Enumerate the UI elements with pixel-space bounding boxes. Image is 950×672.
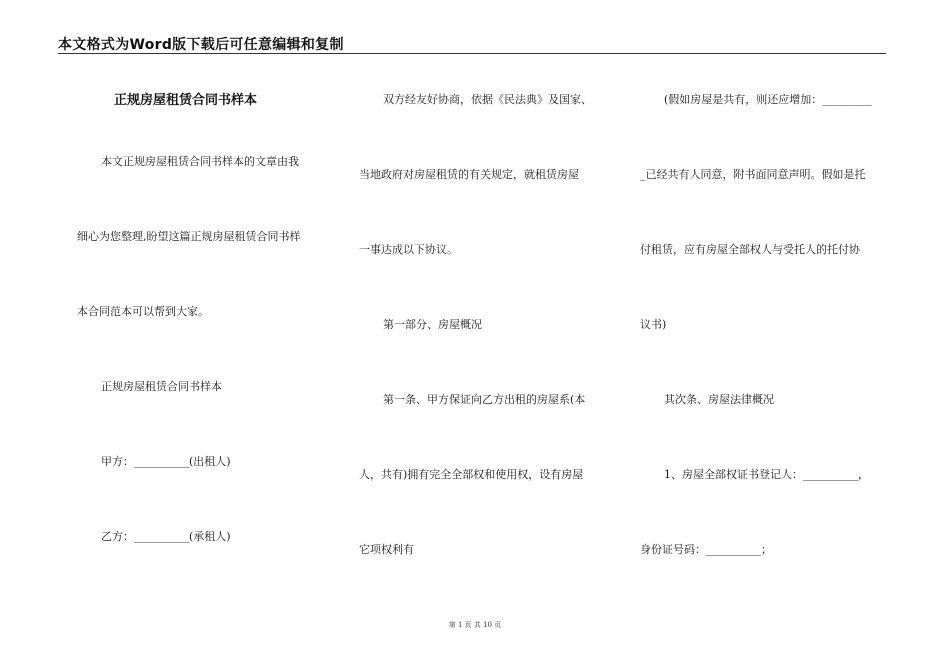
text-line: 第一条、甲方保证向乙方出租的房屋系(本 (383, 393, 586, 406)
text-line: 一事达成以下协议。 (359, 243, 458, 256)
page-number: 第 1 页 共 10 页 (448, 621, 502, 629)
text-line: 本文正规房屋租赁合同书样本的文章由我 (101, 155, 299, 168)
text-line: 细心为您整理,盼望这篇正规房屋租赁合同书样 (77, 230, 301, 243)
id-number-field: 身份证号码：__________； (640, 543, 772, 556)
text-line: _已经共有人同意，附书面同意声明。假如是托 (640, 168, 866, 181)
text-line: 议书) (640, 318, 667, 331)
text-line: (假如房屋是共有，则还应增加：_________ (664, 93, 872, 106)
section-heading: 第一部分、房屋概况 (383, 318, 482, 331)
text-line: 正规房屋租赁合同书样本 (101, 380, 222, 393)
text-line: 付租赁，应有房屋全部权人与受托人的托付协 (640, 243, 860, 256)
section-heading: 其次条、房屋法律概况 (664, 393, 774, 406)
text-line: 人，共有)拥有完全全部权和使用权，设有房屋 (359, 468, 584, 481)
header-banner-text: 本文格式为Word版下载后可任意编辑和复制 (58, 37, 344, 53)
document-title: 正规房屋租赁合同书样本 (114, 93, 258, 108)
document-header (58, 33, 886, 54)
landlord-field: 甲方：__________(出租人) (101, 455, 231, 468)
text-line: 本合同范本可以帮到大家。 (77, 305, 209, 318)
owner-field: 1、房屋全部权证书登记人：__________， (664, 468, 869, 481)
text-line: 当地政府对房屋租赁的有关规定，就租赁房屋 (359, 168, 579, 181)
text-line: 它项权利有 (359, 543, 414, 556)
tenant-field: 乙方：__________(承租人) (101, 530, 231, 543)
text-line: 双方经友好协商，依据《民法典》及国家、 (383, 93, 592, 106)
